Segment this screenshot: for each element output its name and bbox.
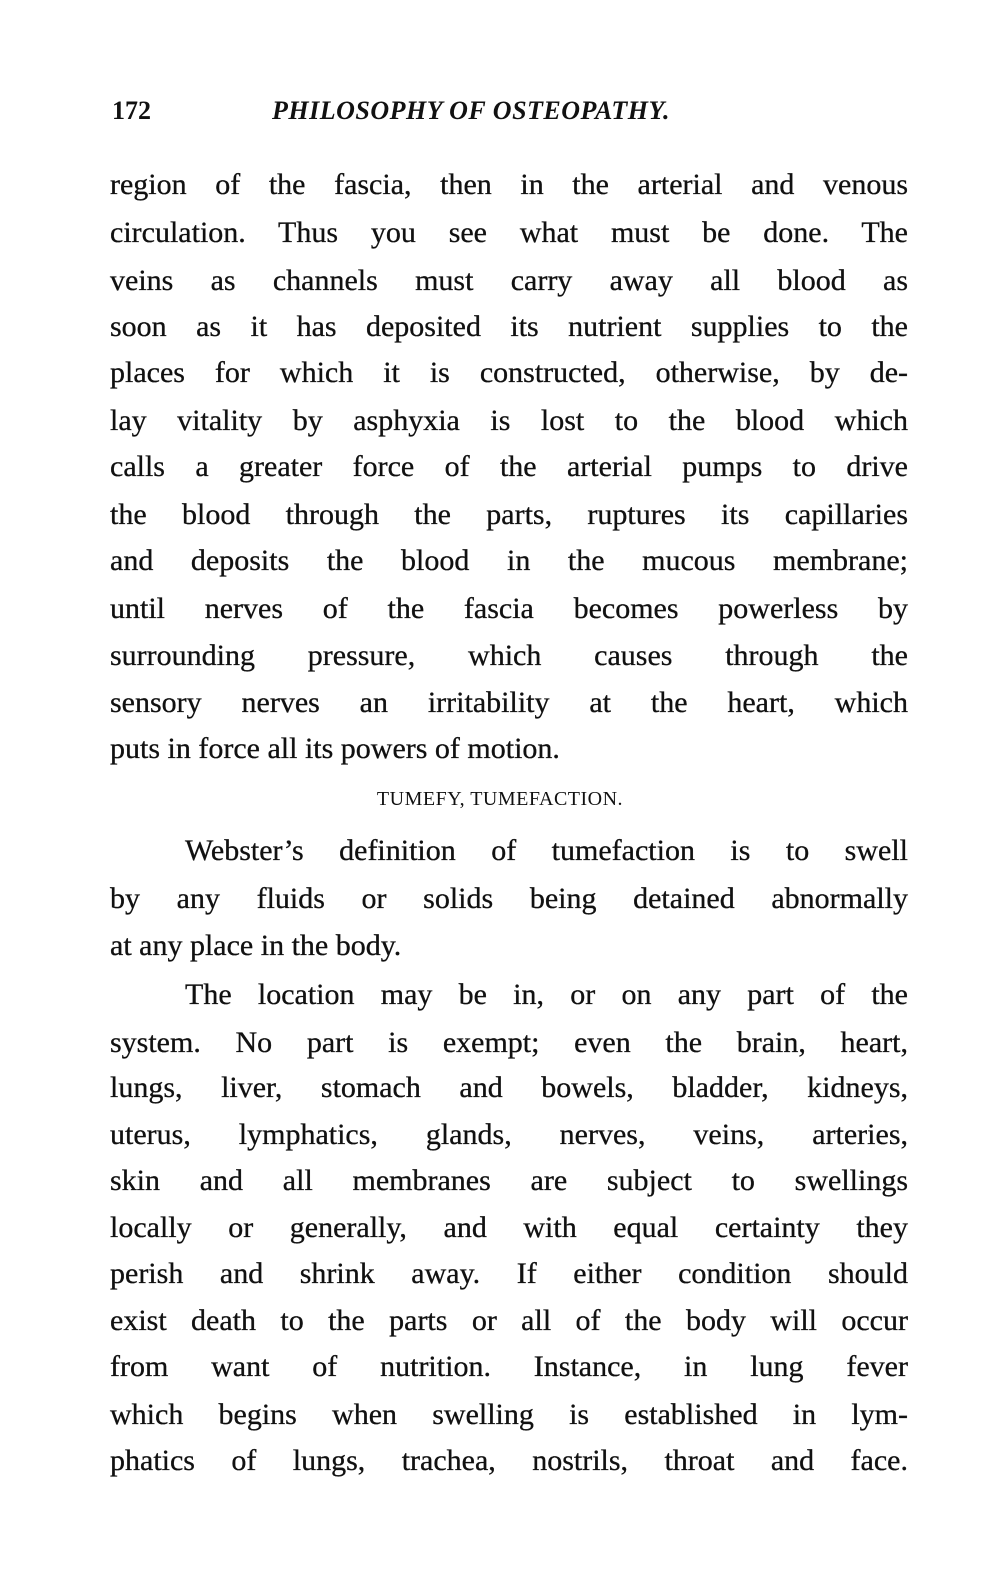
paragraph1-line: region of the fascia, then in the arterial and venous xyxy=(110,168,908,201)
paragraph3-line: skin and all membranes are subject to swellings xyxy=(110,1164,908,1197)
paragraph2-line: at any place in the body. xyxy=(110,929,402,962)
paragraph1-line: veins as channels must carry away all blood as xyxy=(110,264,908,297)
paragraph1-line: puts in force all its powers of motion. xyxy=(110,732,560,765)
paragraph1-line: calls a greater force of the arterial pumps to drive xyxy=(110,450,908,483)
paragraph3-line: system. No part is exempt; even the brain, heart, xyxy=(110,1026,908,1059)
paragraph3-line: perish and shrink away. If either condition should xyxy=(110,1257,908,1290)
paragraph1-line: and deposits the blood in the mucous membrane; xyxy=(110,544,908,577)
paragraph1-line: until nerves of the fascia becomes powerless by xyxy=(110,592,908,625)
paragraph2-line: Webster’s definition of tumefaction is to swell xyxy=(185,834,908,867)
paragraph3-line: which begins when swelling is established in lym- xyxy=(110,1398,908,1431)
paragraph3-line: The location may be in, or on any part of the xyxy=(185,978,908,1011)
section-heading: TUMEFY, TUMEFACTION. xyxy=(376,788,624,810)
paragraph1-line: sensory nerves an irritability at the heart, which xyxy=(110,686,908,719)
paragraph3-line: from want of nutrition. Instance, in lung fever xyxy=(110,1350,908,1383)
paragraph3-line: lungs, liver, stomach and bowels, bladder, kidneys, xyxy=(110,1071,908,1104)
paragraph1-line: places for which it is constructed, otherwise, by de- xyxy=(110,356,908,389)
paragraph1-line: soon as it has deposited its nutrient supplies to the xyxy=(110,310,908,343)
paragraph3-line: locally or generally, and with equal certainty they xyxy=(110,1211,908,1244)
paragraph2-line: by any fluids or solids being detained abnormally xyxy=(110,882,908,915)
paragraph3-line: exist death to the parts or all of the body will occur xyxy=(110,1304,908,1337)
paragraph1-line: the blood through the parts, ruptures its capillaries xyxy=(110,498,908,531)
paragraph3-line: uterus, lymphatics, glands, nerves, veins, arteries, xyxy=(110,1118,908,1151)
paragraph1-line: surrounding pressure, which causes through the xyxy=(110,639,908,672)
paragraph1-line: circulation. Thus you see what must be done. The xyxy=(110,216,908,249)
paragraph3-line: phatics of lungs, trachea, nostrils, throat and face. xyxy=(110,1444,908,1477)
running-title: PHILOSOPHY OF OSTEOPATHY. xyxy=(272,96,670,125)
paragraph1-line: lay vitality by asphyxia is lost to the blood which xyxy=(110,404,908,437)
page-number: 172 xyxy=(112,96,151,125)
